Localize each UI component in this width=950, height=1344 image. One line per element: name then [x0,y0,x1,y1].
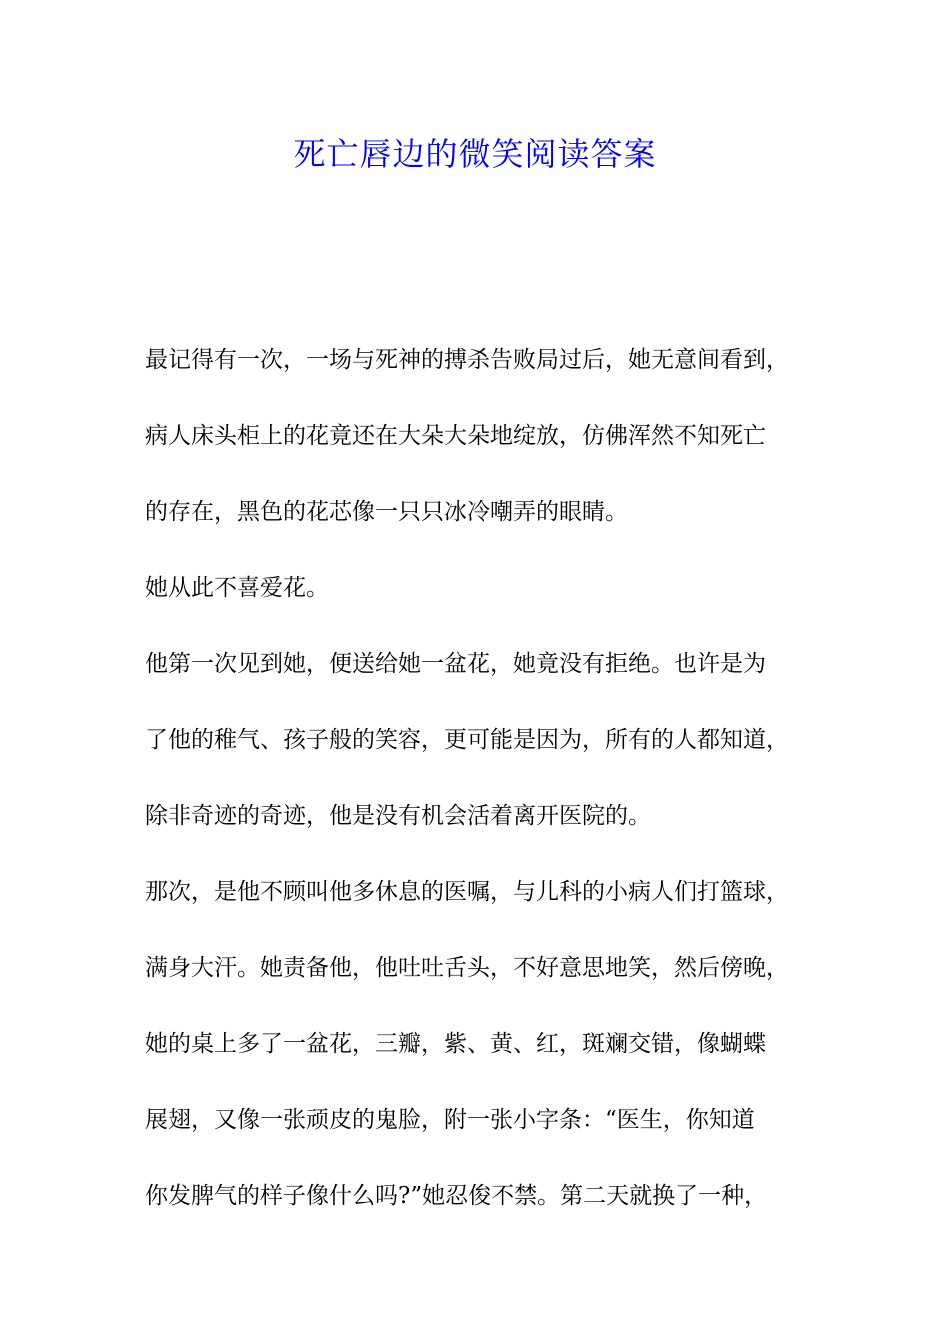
text-line: 他第一次见到她，便送给她一盆花，她竟没有拒绝。也许是为 [145,651,766,677]
text-line: 你发脾气的样子像什么吗?”她忍俊不禁。第二天就换了一种， [145,1183,768,1209]
text-line: 最记得有一次，一场与死神的搏杀告败局过后，她无意间看到， [145,347,789,373]
text-line: 那次，是他不顾叫他多休息的医嘱，与儿科的小病人们打篮球， [145,879,789,905]
text-line: 的存在，黑色的花芯像一只只冰冷嘲弄的眼睛。 [145,499,628,525]
text-line: 病人床头柜上的花竟还在大朵大朵地绽放，仿佛浑然不知死亡 [145,423,766,449]
document-title: 死亡唇边的微笑阅读答案 [293,135,657,173]
text-line: 展翅，又像一张顽皮的鬼脸，附一张小字条：“医生，你知道 [145,1107,755,1133]
document-body [145,338,825,1250]
text-line: 除非奇迹的奇迹，他是没有机会活着离开医院的。 [145,803,651,829]
text-line: 了他的稚气、孩子般的笑容，更可能是因为，所有的人都知道， [145,727,789,753]
text-line: 她的桌上多了一盆花，三瓣，紫、黄、红，斑斓交错，像蝴蝶 [145,1031,766,1057]
text-line: 满身大汗。她责备他，他吐吐舌头，不好意思地笑，然后傍晚， [145,955,789,981]
text-line: 她从此不喜爱花。 [145,575,329,601]
